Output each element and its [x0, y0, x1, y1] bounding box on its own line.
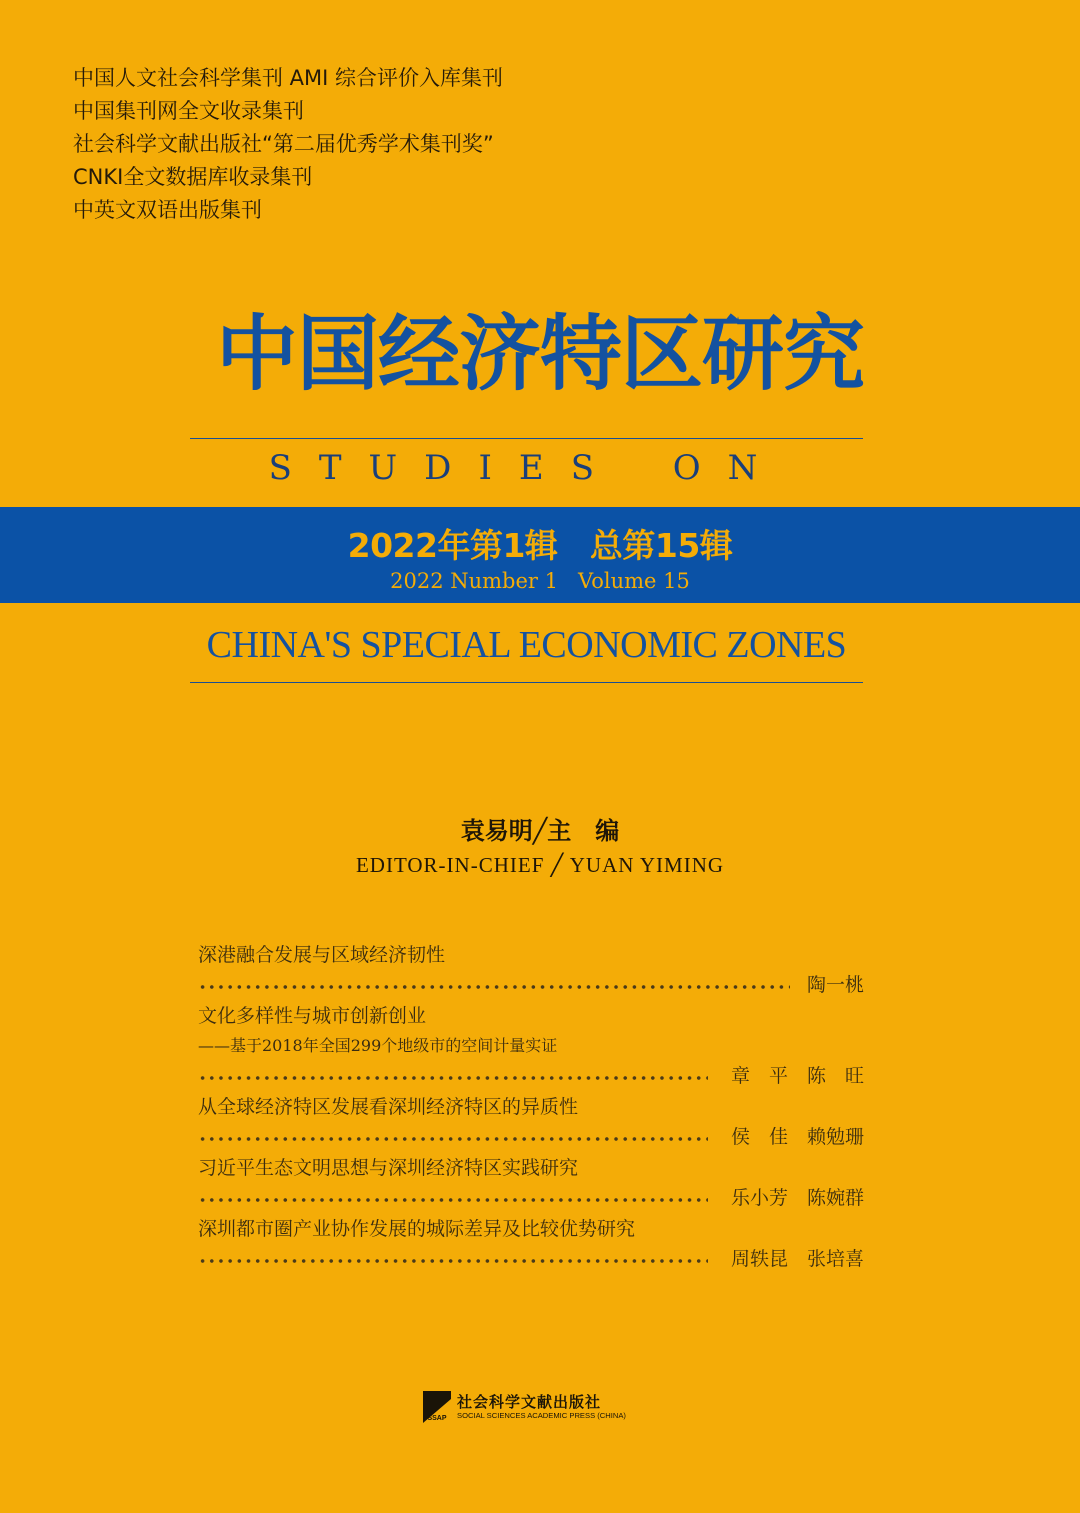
table-of-contents [198, 940, 864, 1275]
toc-title: 从全球经济特区发展看深圳经济特区的异质性 [198, 1096, 579, 1118]
toc-title: 深圳都市圈产业协作发展的城际差异及比较优势研究 [198, 1218, 636, 1240]
honor-item: 中国人文社会科学集刊 AMI 综合评价入库集刊 [73, 66, 504, 90]
toc-dots [198, 1076, 708, 1080]
toc-title: 习近平生态文明思想与深圳经济特区实践研究 [198, 1157, 579, 1179]
toc-dots [198, 1137, 708, 1141]
toc-entry [198, 1214, 864, 1275]
publisher-name-cn: 社会科学文献出版社 [457, 1393, 602, 1411]
toc-dots [198, 985, 790, 989]
honor-item: CNKI全文数据库收录集刊 [73, 165, 313, 189]
toc-leader-line [198, 1061, 864, 1092]
toc-dots [198, 1198, 708, 1202]
issue-en: 2022 Number 1 Volume 15 [390, 569, 690, 593]
publisher-name-en: SOCIAL SCIENCES ACADEMIC PRESS (CHINA) [457, 1411, 626, 1420]
top-rule [190, 438, 863, 439]
toc-entry [198, 940, 864, 1001]
issue-cn: 2022年第1辑 总第15辑 [347, 526, 733, 565]
toc-authors: 侯 佳 赖勉珊 [730, 1126, 864, 1148]
journal-title-en-bottom: CHINA'S SPECIAL ECONOMIC ZONES [206, 624, 847, 666]
honor-item: 中国集刊网全文收录集刊 [73, 99, 304, 123]
toc-authors: 陶一桃 [806, 974, 864, 996]
bottom-rule [190, 682, 863, 683]
toc-dots [198, 1259, 708, 1263]
journal-title-en-top: STUDIES ON [268, 448, 785, 488]
toc-leader-line [198, 970, 864, 1001]
toc-authors: 乐小芳 陈婉群 [730, 1187, 864, 1209]
toc-subtitle: ——基于2018年全国299个地级市的空间计量实证 [198, 1036, 558, 1055]
toc-leader-line [198, 1183, 864, 1214]
toc-authors: 周轶昆 张培喜 [730, 1248, 864, 1270]
toc-authors: 章 平 陈 旺 [730, 1065, 864, 1087]
journal-title-cn: 中国经济特区研究 [215, 307, 864, 402]
honor-item: 中英文双语出版集刊 [73, 198, 262, 222]
toc-leader-line [198, 1244, 864, 1275]
logo-text: SSAP [427, 1415, 447, 1422]
ssap-logo-icon [423, 1391, 451, 1423]
editor-en: EDITOR-IN-CHIEF ╱ YUAN YIMING [355, 853, 725, 877]
toc-entry [198, 1092, 864, 1153]
toc-entry [198, 1153, 864, 1214]
editor-cn: 袁易明╱主 编 [460, 816, 620, 845]
toc-title: 文化多样性与城市创新创业 [198, 1005, 427, 1027]
honor-item: 社会科学文献出版社“第二届优秀学术集刊奖” [73, 132, 494, 156]
toc-leader-line [198, 1122, 864, 1153]
honors-list [73, 62, 503, 227]
toc-title: 深港融合发展与区域经济韧性 [198, 944, 446, 966]
toc-entry [198, 1001, 864, 1092]
